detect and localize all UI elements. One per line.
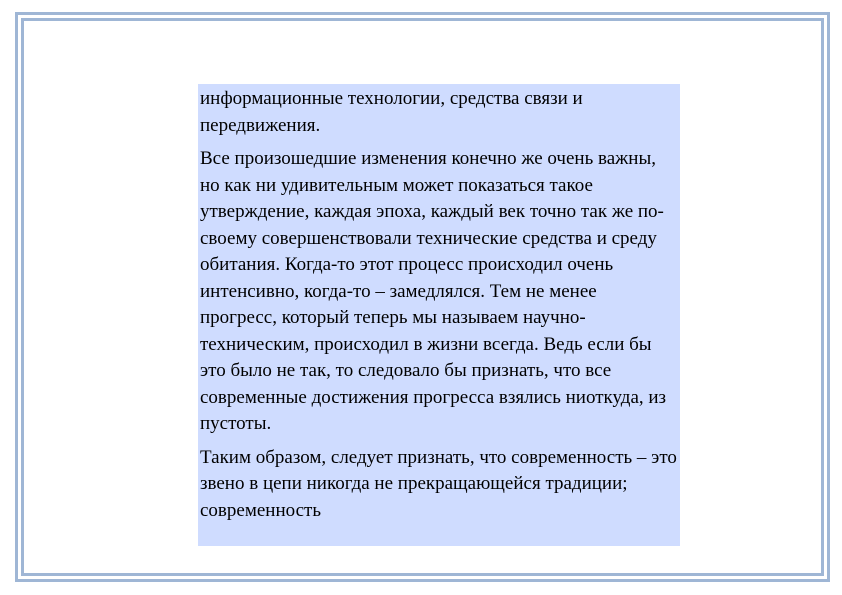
text-block <box>198 84 680 546</box>
paragraph-2: Все произошедшие изменения конечно же очень важны, но как ни удивительным может показаться такое утверждение, каждая эпоха, каждый век точно так же по-своему совершенствовали технические средства и среду обитания. Когда-то этот процесс происходил очень интенсивно, когда-то – замедлялся. Тем не менее прогресс, который теперь мы называем научно-техническим, происходил в жизни всегда. Ведь если бы это было не так, то следовало бы признать, что все современные достижения прогресса взялись ниоткуда, из пустоты. <box>200 148 667 434</box>
paragraph-1: информационные технологии, средства связи и передвижения. <box>200 88 583 136</box>
paragraph-3: Таким образом, следует признать, что современность – это звено в цепи никогда не прекращающейся традиции; современность <box>200 446 677 521</box>
